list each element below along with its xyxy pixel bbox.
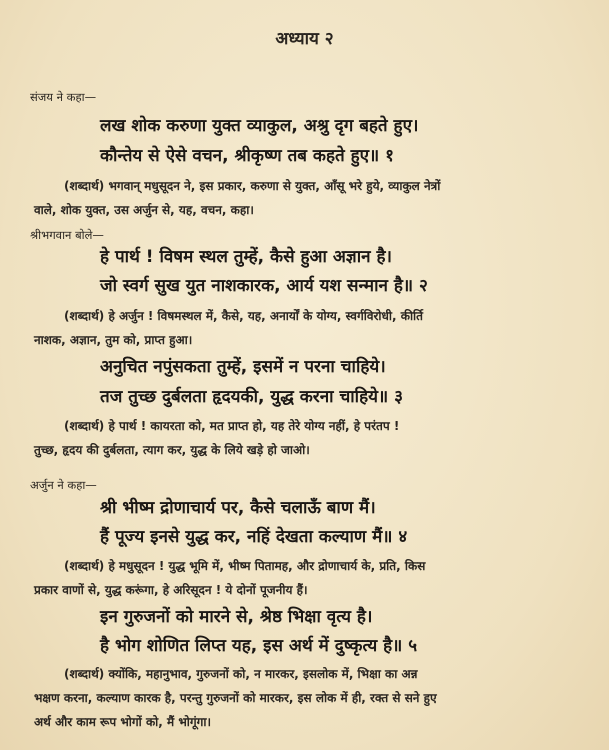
verse-line: हैं पूज्य इनसे युद्ध कर, नहिं देखता कल्याण मैं॥ ४ (100, 527, 408, 547)
meaning-line: (शब्दार्थ) हे अर्जुन ! विषमस्थल में, कैसे, यह, अनार्यों के योग्य, स्वर्गविरोधी, कीर्ति (64, 309, 424, 323)
verse-line: तज तुच्छ दुर्बलता हृदयकी, युद्ध करना चाहिये॥ ३ (100, 387, 403, 407)
verse-line: लख शोक करुणा युक्त व्याकुल, अश्रु दृग बहते हुए। (100, 116, 419, 136)
verse-line: जो स्वर्ग सुख युत नाशकारक, आर्य यश सन्मान है॥ २ (100, 276, 428, 296)
speaker-label: संजय ने कहा— (30, 90, 97, 104)
verse-line: हे पार्थ ! विषम स्थल तुम्हें, कैसे हुआ अज्ञान है। (100, 247, 392, 267)
meaning-line: वाले, शोक युक्त, उस अर्जुन से, यह, वचन, कहा। (34, 203, 254, 217)
meaning-paragraph (34, 414, 574, 462)
meaning-line: भक्षण करना, कल्याण कारक है, परन्तु गुरुजनों को मारकर, इस लोक में ही, रक्त से सने हुए (34, 691, 437, 705)
meaning-paragraph (34, 662, 574, 734)
meaning-paragraph (34, 304, 574, 352)
verse-line: कौन्तेय से ऐसे वचन, श्रीकृष्ण तब कहते हुए॥ १ (100, 146, 394, 166)
meaning-line: (शब्दार्थ) हे पार्थ ! कायरता को, मत प्राप्त हो, यह तेरे योग्य नहीं, हे परंतप ! (64, 419, 400, 433)
meaning-line: (शब्दार्थ) हे मधुसूदन ! युद्ध भूमि में, भीष्म पितामह, और द्रोणाचार्य के, प्रति, किस (64, 559, 426, 573)
verse-line: श्री भीष्म द्रोणाचार्य पर, कैसे चलाऊँ बाण मैं। (100, 498, 376, 518)
meaning-line: नाशक, अज्ञान, तुम को, प्राप्त हुआ। (34, 333, 193, 347)
chapter-title: अध्याय २ (275, 29, 334, 49)
meaning-paragraph (34, 554, 574, 602)
verse-line: अनुचित नपुंसकता तुम्हें, इसमें न परना चाहिये। (100, 357, 386, 377)
speaker-label: अर्जुन ने कहा— (30, 478, 97, 492)
meaning-line: अर्थ और काम रूप भोगों को, मैं भोगूंगा। (34, 715, 212, 729)
meaning-line: तुच्छ, हृदय की दुर्बलता, त्याग कर, युद्ध के लिये खड़े हो जाओ। (34, 443, 310, 457)
verse-line: इन गुरुजनों को मारने से, श्रेष्ठ भिक्षा वृत्य है। (100, 607, 373, 627)
verse-line: है भोग शोणित लिप्त यह, इस अर्थ में दुष्कृत्य है॥ ५ (100, 636, 418, 656)
speaker-label: श्रीभगवान बोले— (30, 228, 104, 242)
meaning-line: प्रकार वाणों से, युद्ध करूंगा, हे अरिसूदन ! ये दोनों पूजनीय हैं। (34, 583, 308, 597)
meaning-line: (शब्दार्थ) क्योंकि, महानुभाव, गुरुजनों को, न मारकर, इसलोक में, भिक्षा का अन्न (64, 667, 418, 681)
meaning-line: (शब्दार्थ) भगवान् मधुसूदन ने, इस प्रकार, करुणा से युक्त, आँसू भरे हुये, व्याकुल नेत्रों (64, 179, 441, 193)
meaning-paragraph (34, 174, 574, 222)
